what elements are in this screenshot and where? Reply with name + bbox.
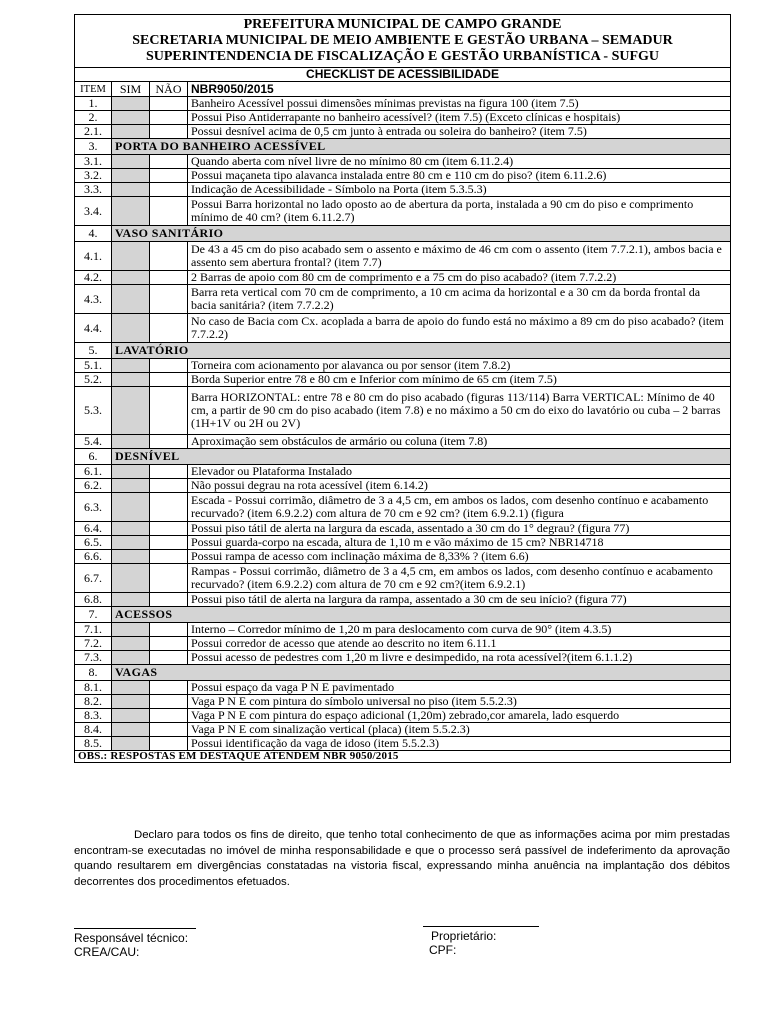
sim-checkbox-cell[interactable] <box>112 111 150 125</box>
item-number: 5.3. <box>75 387 112 435</box>
checklist-row <box>75 271 731 285</box>
sim-checkbox-cell[interactable] <box>112 493 150 522</box>
sim-checkbox-cell[interactable] <box>112 479 150 493</box>
sim-checkbox-cell[interactable] <box>112 637 150 651</box>
item-description: Não possui degrau na rota acessível (item 6.14.2) <box>188 479 731 493</box>
signature-technical <box>74 928 196 959</box>
sim-checkbox-cell[interactable] <box>112 285 150 314</box>
sim-checkbox-cell[interactable] <box>112 709 150 723</box>
nao-checkbox-cell[interactable] <box>150 359 188 373</box>
item-description: Banheiro Acessível possui dimensões mínimas previstas na figura 100 (item 7.5) <box>188 97 731 111</box>
nao-checkbox-cell[interactable] <box>150 709 188 723</box>
header-cell <box>75 15 731 68</box>
sim-checkbox-cell[interactable] <box>112 359 150 373</box>
checklist-row <box>75 479 731 493</box>
checklist-row <box>75 493 731 522</box>
declaration-text: Declaro para todos os fins de direito, que tenho total conhecimento de que as informações acima por mim prestadas encontram-se executadas no imóvel de minha responsabilidade e que o processo será passível de indeferimento da aprovação quando resultarem em divergências constatadas na vistoria fiscal, expressando minha anuência na implantação dos débitos decorrentes dos procedimentos efetuados. <box>74 829 730 888</box>
sim-checkbox-cell[interactable] <box>112 651 150 665</box>
item-number: 4.2. <box>75 271 112 285</box>
item-number: 1. <box>75 97 112 111</box>
section-row <box>75 665 731 681</box>
checklist-row <box>75 183 731 197</box>
item-number: 6.6. <box>75 550 112 564</box>
nao-checkbox-cell[interactable] <box>150 197 188 226</box>
section-title: VAGAS <box>112 665 731 681</box>
item-description: Barra HORIZONTAL: entre 78 e 80 cm do piso acabado (figuras 113/114) Barra VERTICAL: Mínimo de 40 cm, a partir de 90 cm do piso acabado (item 7.8) e no máximo a 50 cm do eixo do lavatório ou cuba – 2 barras (1H+1V ou 2H ou 2V) <box>188 387 731 435</box>
item-number: 2. <box>75 111 112 125</box>
section-number: 4. <box>75 226 112 242</box>
checklist-row <box>75 695 731 709</box>
item-description: Possui corredor de acesso que atende ao descrito no item 6.11.1 <box>188 637 731 651</box>
section-title: ACESSOS <box>112 607 731 623</box>
item-number: 6.2. <box>75 479 112 493</box>
checklist-row <box>75 155 731 169</box>
checklist-row <box>75 242 731 271</box>
section-number: 7. <box>75 607 112 623</box>
item-number: 6.5. <box>75 536 112 550</box>
column-header-row <box>75 82 731 97</box>
sim-checkbox-cell[interactable] <box>112 183 150 197</box>
sim-checkbox-cell[interactable] <box>112 737 150 751</box>
item-number: 4.1. <box>75 242 112 271</box>
sim-checkbox-cell[interactable] <box>112 125 150 139</box>
checklist-title: CHECKLIST DE ACESSIBILIDADE <box>75 68 731 82</box>
item-number: 8.4. <box>75 723 112 737</box>
item-number: 7.1. <box>75 623 112 637</box>
item-description: Possui espaço da vaga P N E pavimentado <box>188 681 731 695</box>
checklist-row <box>75 387 731 435</box>
section-row <box>75 139 731 155</box>
item-number: 3.2. <box>75 169 112 183</box>
nao-checkbox-cell[interactable] <box>150 97 188 111</box>
sim-checkbox-cell[interactable] <box>112 465 150 479</box>
section-number: 8. <box>75 665 112 681</box>
sim-checkbox-cell[interactable] <box>112 387 150 435</box>
checklist-row <box>75 593 731 607</box>
checklist-row <box>75 125 731 139</box>
checklist-row <box>75 522 731 536</box>
checklist-row <box>75 169 731 183</box>
nao-checkbox-cell[interactable] <box>150 623 188 637</box>
col-nao: NÃO <box>150 82 188 97</box>
checklist-row <box>75 435 731 449</box>
item-number: 5.2. <box>75 373 112 387</box>
item-number: 6.3. <box>75 493 112 522</box>
item-description: Rampas - Possui corrimão, diâmetro de 3 a 4,5 cm, em ambos os lados, com desenho contínuo e acabamento recurvado? (item 6.9.2.2) com altura de 70 cm e 92 cm?(item 6.9.2.1) <box>188 564 731 593</box>
item-description: Elevador ou Plataforma Instalado <box>188 465 731 479</box>
section-title: VASO SANITÁRIO <box>112 226 731 242</box>
item-number: 7.3. <box>75 651 112 665</box>
nao-checkbox-cell[interactable] <box>150 651 188 665</box>
item-description: Barra reta vertical com 70 cm de comprimento, a 10 cm acima da horizontal e a 30 cm da borda frontal da bacia sanitária? (item 7.7.2.2) <box>188 285 731 314</box>
item-number: 6.4. <box>75 522 112 536</box>
header-line-2: SECRETARIA MUNICIPAL DE MEIO AMBIENTE E GESTÃO URBANA – SEMADUR <box>132 33 673 48</box>
item-description: Possui Piso Antiderrapante no banheiro acessível? (item 7.5) (Exceto clínicas e hospitais) <box>188 111 731 125</box>
item-number: 5.1. <box>75 359 112 373</box>
col-standard: NBR9050/2015 <box>188 82 731 97</box>
item-description: Possui piso tátil de alerta na largura da rampa, assentado a 30 cm de seu início? (figura 77) <box>188 593 731 607</box>
nao-checkbox-cell[interactable] <box>150 373 188 387</box>
item-description: Possui guarda-corpo na escada, altura de 1,10 m e vão máximo de 15 cm? NBR14718 <box>188 536 731 550</box>
checklist-form <box>74 14 730 763</box>
sim-checkbox-cell[interactable] <box>112 314 150 343</box>
checklist-row <box>75 197 731 226</box>
sim-checkbox-cell[interactable] <box>112 373 150 387</box>
nao-checkbox-cell[interactable] <box>150 479 188 493</box>
item-number: 4.3. <box>75 285 112 314</box>
nao-checkbox-cell[interactable] <box>150 183 188 197</box>
item-description: Possui Barra horizontal no lado oposto ao de abertura da porta, instalada a 90 cm do piso e comprimento mínimo de 40 cm? (item 6.11.2.7) <box>188 197 731 226</box>
item-description: Vaga P N E com pintura do espaço adicional (1,20m) zebrado,cor amarela, lado esquerdo <box>188 709 731 723</box>
item-number: 3.4. <box>75 197 112 226</box>
item-number: 8.3. <box>75 709 112 723</box>
signature-line-technical[interactable] <box>74 928 196 929</box>
item-description: Escada - Possui corrimão, diâmetro de 3 a 4,5 cm, em ambos os lados, com desenho contínuo e acabamento recurvado? (item 6.9.2.2) com altura de 70 cm e 92 cm? (item 6.9.2.1) (figura <box>188 493 731 522</box>
section-row <box>75 343 731 359</box>
sim-checkbox-cell[interactable] <box>112 723 150 737</box>
section-row <box>75 226 731 242</box>
item-number: 6.1. <box>75 465 112 479</box>
header-row <box>75 15 731 68</box>
item-description: Vaga P N E com sinalização vertical (placa) (item 5.5.2.3) <box>188 723 731 737</box>
item-description: 2 Barras de apoio com 80 cm de comprimento e a 75 cm do piso acabado? (item 7.7.2.2) <box>188 271 731 285</box>
sim-checkbox-cell[interactable] <box>112 564 150 593</box>
item-number: 5.4. <box>75 435 112 449</box>
col-item: ITEM <box>75 82 112 97</box>
nao-checkbox-cell[interactable] <box>150 522 188 536</box>
obs-row <box>75 751 731 763</box>
sim-checkbox-cell[interactable] <box>112 271 150 285</box>
checklist-row <box>75 637 731 651</box>
item-number: 8.5. <box>75 737 112 751</box>
item-description: Possui maçaneta tipo alavanca instalada entre 80 cm e 110 cm do piso? (item 6.11.2.6) <box>188 169 731 183</box>
signature-owner <box>423 926 539 957</box>
section-number: 5. <box>75 343 112 359</box>
signature-line-owner[interactable] <box>423 926 539 927</box>
section-row <box>75 449 731 465</box>
item-number: 8.2. <box>75 695 112 709</box>
checklist-row <box>75 651 731 665</box>
nao-checkbox-cell[interactable] <box>150 564 188 593</box>
checklist-row <box>75 97 731 111</box>
item-number: 3.3. <box>75 183 112 197</box>
sim-checkbox-cell[interactable] <box>112 197 150 226</box>
nao-checkbox-cell[interactable] <box>150 435 188 449</box>
nao-checkbox-cell[interactable] <box>150 637 188 651</box>
nao-checkbox-cell[interactable] <box>150 593 188 607</box>
item-description: Indicação de Acessibilidade - Símbolo na Porta (item 5.3.5.3) <box>188 183 731 197</box>
sim-checkbox-cell[interactable] <box>112 681 150 695</box>
nao-checkbox-cell[interactable] <box>150 465 188 479</box>
item-description: Possui piso tátil de alerta na largura da escada, assentado a 30 cm do 1° degrau? (figura 77) <box>188 522 731 536</box>
checklist-row <box>75 285 731 314</box>
nao-checkbox-cell[interactable] <box>150 285 188 314</box>
sim-checkbox-cell[interactable] <box>112 593 150 607</box>
cpf-label: CPF: <box>429 943 457 957</box>
section-number: 6. <box>75 449 112 465</box>
item-description: Quando aberta com nível livre de no mínimo 80 cm (item 6.11.2.4) <box>188 155 731 169</box>
sim-checkbox-cell[interactable] <box>112 536 150 550</box>
crea-cau-label: CREA/CAU: <box>74 945 140 959</box>
item-description: De 43 a 45 cm do piso acabado sem o assento e máximo de 46 cm com o assento (item 7.7.2.1), ambos bacia e assento sem abertura frontal? (item 7.7) <box>188 242 731 271</box>
header-line-3: SUPERINTENDENCIA DE FISCALIZAÇÃO E GESTÃO URBANÍSTICA - SUFGU <box>145 49 660 64</box>
sim-checkbox-cell[interactable] <box>112 155 150 169</box>
checklist-row <box>75 111 731 125</box>
section-title: PORTA DO BANHEIRO ACESSÍVEL <box>112 139 731 155</box>
checklist-row <box>75 314 731 343</box>
nao-checkbox-cell[interactable] <box>150 155 188 169</box>
item-description: Torneira com acionamento por alavanca ou por sensor (item 7.8.2) <box>188 359 731 373</box>
item-description: Possui acesso de pedestres com 1,20 m livre e desimpedido, na rota acessível?(item 6.1.1.2) <box>188 651 731 665</box>
item-number: 4.4. <box>75 314 112 343</box>
checklist-row <box>75 623 731 637</box>
sim-checkbox-cell[interactable] <box>112 169 150 183</box>
item-number: 6.8. <box>75 593 112 607</box>
checklist-row <box>75 737 731 751</box>
item-description: Borda Superior entre 78 e 80 cm e Inferior com mínimo de 65 cm (item 7.5) <box>188 373 731 387</box>
checklist-row <box>75 373 731 387</box>
item-description: Possui identificação da vaga de idoso (item 5.5.2.3) <box>188 737 731 751</box>
nao-checkbox-cell[interactable] <box>150 242 188 271</box>
item-number: 3.1. <box>75 155 112 169</box>
checklist-row <box>75 359 731 373</box>
obs-note: OBS.: RESPOSTAS EM DESTAQUE ATENDEM NBR 9050/2015 <box>75 751 731 763</box>
sim-checkbox-cell[interactable] <box>112 522 150 536</box>
sim-checkbox-cell[interactable] <box>112 550 150 564</box>
sim-checkbox-cell[interactable] <box>112 623 150 637</box>
section-title: DESNÍVEL <box>112 449 731 465</box>
nao-checkbox-cell[interactable] <box>150 111 188 125</box>
item-description: Vaga P N E com pintura do símbolo universal no piso (item 5.5.2.3) <box>188 695 731 709</box>
item-number: 6.7. <box>75 564 112 593</box>
item-description: Interno – Corredor mínimo de 1,20 m para deslocamento com curva de 90° (item 4.3.5) <box>188 623 731 637</box>
nao-checkbox-cell[interactable] <box>150 387 188 435</box>
nao-checkbox-cell[interactable] <box>150 271 188 285</box>
title-row <box>75 68 731 82</box>
item-description: Aproximação sem obstáculos de armário ou coluna (item 7.8) <box>188 435 731 449</box>
nao-checkbox-cell[interactable] <box>150 493 188 522</box>
item-description: No caso de Bacia com Cx. acoplada a barra de apoio do fundo está no máximo a 89 cm do piso acabado? (item 7.7.2.2) <box>188 314 731 343</box>
checklist-row <box>75 536 731 550</box>
item-number: 2.1. <box>75 125 112 139</box>
item-number: 8.1. <box>75 681 112 695</box>
checklist-row <box>75 550 731 564</box>
nao-checkbox-cell[interactable] <box>150 723 188 737</box>
nao-checkbox-cell[interactable] <box>150 169 188 183</box>
item-description: Possui rampa de acesso com inclinação máxima de 8,33% ? (item 6.6) <box>188 550 731 564</box>
sim-checkbox-cell[interactable] <box>112 695 150 709</box>
nao-checkbox-cell[interactable] <box>150 695 188 709</box>
sim-checkbox-cell[interactable] <box>112 97 150 111</box>
checklist-row <box>75 465 731 479</box>
section-row <box>75 607 731 623</box>
nao-checkbox-cell[interactable] <box>150 125 188 139</box>
nao-checkbox-cell[interactable] <box>150 681 188 695</box>
item-number: 7.2. <box>75 637 112 651</box>
nao-checkbox-cell[interactable] <box>150 536 188 550</box>
sim-checkbox-cell[interactable] <box>112 435 150 449</box>
nao-checkbox-cell[interactable] <box>150 737 188 751</box>
nao-checkbox-cell[interactable] <box>150 314 188 343</box>
checklist-table <box>74 14 731 763</box>
checklist-row <box>75 564 731 593</box>
item-description: Possui desnível acima de 0,5 cm junto à entrada ou soleira do banheiro? (item 7.5) <box>188 125 731 139</box>
checklist-row <box>75 681 731 695</box>
section-number: 3. <box>75 139 112 155</box>
checklist-row <box>75 723 731 737</box>
header-line-1: PREFEITURA MUNICIPAL DE CAMPO GRANDE <box>243 17 562 32</box>
owner-label: Proprietário: <box>431 929 497 943</box>
sim-checkbox-cell[interactable] <box>112 242 150 271</box>
checklist-row <box>75 709 731 723</box>
col-sim: SIM <box>112 82 150 97</box>
technical-responsible-label: Responsável técnico: <box>74 931 189 945</box>
section-title: LAVATÓRIO <box>112 343 731 359</box>
nao-checkbox-cell[interactable] <box>150 550 188 564</box>
